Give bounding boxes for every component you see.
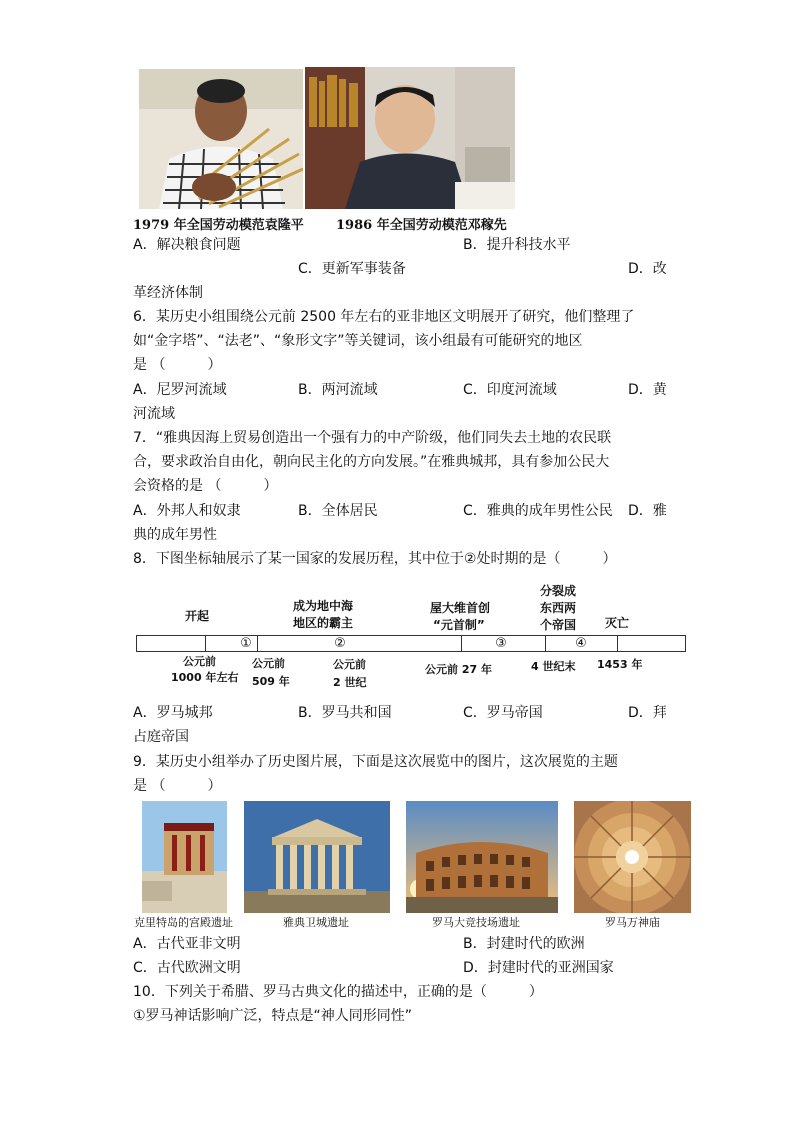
q8-option-d-part2: 占庭帝国 bbox=[133, 729, 189, 745]
q8-option-c: C．罗马帝国 bbox=[463, 705, 543, 721]
photo-deng-jiaxian bbox=[305, 67, 515, 209]
timeline-date-1-line1: 公元前 bbox=[183, 655, 216, 668]
timeline-axis bbox=[136, 635, 686, 652]
caption-deng-jiaxian: 1986 年全国劳动模范邓稼先 bbox=[336, 218, 507, 233]
q10-stem-line1: 10．下列关于希腊、罗马古典文化的描述中，正确的是（ ） bbox=[133, 984, 543, 1000]
photo-pantheon bbox=[574, 801, 691, 913]
timeline-date-3-line2: 2 世纪 bbox=[333, 676, 367, 689]
timeline-date-2-line2: 509 年 bbox=[252, 675, 290, 688]
timeline-label-mieshou: 灭亡 bbox=[605, 616, 630, 630]
q5-option-b: B．提升科技水平 bbox=[463, 237, 571, 253]
q9-option-b: B．封建时代的欧洲 bbox=[463, 936, 585, 952]
caption-knossos: 克里特岛的宫殿遗址 bbox=[134, 916, 233, 929]
q6-option-b: B．两河流域 bbox=[298, 382, 378, 398]
q8-option-b: B．罗马共和国 bbox=[298, 705, 392, 721]
q8-option-a: A．罗马城邦 bbox=[133, 705, 213, 721]
q6-option-d-part2: 河流域 bbox=[133, 406, 175, 422]
q5-option-d-part2: 革经济体制 bbox=[133, 285, 203, 301]
q6-stem-line1: 6．某历史小组围绕公元前 2500 年左右的亚非地区文明展开了研究，他们整理了 bbox=[133, 309, 635, 325]
timeline-label-yuanshou-2: “元首制” bbox=[433, 618, 485, 632]
photo-yuan-longping bbox=[139, 69, 303, 209]
timeline-label-bazhu-2: 地区的霸主 bbox=[293, 616, 354, 630]
q9-stem-line2: 是 （ ） bbox=[133, 778, 222, 794]
q6-option-d-part1: D．黄 bbox=[628, 382, 667, 398]
timeline-tick-3 bbox=[461, 636, 462, 651]
timeline-label-fenlie-2: 东西两 bbox=[540, 601, 577, 615]
photo-acropolis bbox=[244, 801, 390, 913]
timeline-period-4: ④ bbox=[575, 636, 587, 651]
q6-stem-line3: 是 （ ） bbox=[133, 357, 222, 373]
timeline-tick-5 bbox=[617, 636, 618, 651]
q9-stem-line1: 9．某历史小组举办了历史图片展，下面是这次展览中的图片，这次展览的主题 bbox=[133, 754, 618, 770]
timeline-tick-4 bbox=[545, 636, 546, 651]
q7-stem-line3: 会资格的是 （ ） bbox=[133, 478, 278, 494]
q8-option-d-part1: D．拜 bbox=[628, 705, 667, 721]
q10-statement-1: ①罗马神话影响广泛，特点是“神人同形同性” bbox=[133, 1008, 413, 1024]
caption-colosseum: 罗马大竞技场遗址 bbox=[432, 916, 520, 929]
timeline-label-bazhu-1: 成为地中海 bbox=[293, 599, 354, 613]
photo-knossos-palace bbox=[142, 801, 227, 913]
timeline-date-4: 公元前 27 年 bbox=[425, 663, 492, 676]
timeline-period-2: ② bbox=[334, 636, 346, 651]
q5-option-c: C．更新军事装备 bbox=[298, 261, 406, 277]
caption-pantheon: 罗马万神庙 bbox=[605, 916, 660, 929]
timeline-date-5: 4 世纪末 bbox=[531, 660, 576, 673]
q7-option-d-part1: D．雅 bbox=[628, 503, 667, 519]
timeline-label-yuanshou-1: 屋大维首创 bbox=[430, 601, 491, 615]
timeline-label-kaiqi: 开起 bbox=[185, 609, 210, 623]
q7-option-c: C．雅典的成年男性公民 bbox=[463, 503, 613, 519]
timeline-tick-1 bbox=[205, 636, 206, 651]
timeline-period-3: ③ bbox=[495, 636, 507, 651]
q6-option-a: A．尼罗河流域 bbox=[133, 382, 227, 398]
q9-option-d: D．封建时代的亚洲国家 bbox=[463, 960, 614, 976]
timeline-tick-2 bbox=[257, 636, 258, 651]
caption-acropolis: 雅典卫城遗址 bbox=[283, 916, 349, 929]
q7-option-d-part2: 典的成年男性 bbox=[133, 527, 217, 543]
q7-option-a: A．外邦人和奴隶 bbox=[133, 503, 241, 519]
q7-stem-line2: 合，要求政治自由化，朝向民主化的方向发展。”在雅典城邦，具有参加公民大 bbox=[133, 454, 610, 470]
q7-stem-line1: 7．“雅典因海上贸易创造出一个强有力的中产阶级，他们同失去土地的农民联 bbox=[133, 430, 612, 446]
q6-stem-line2: 如“金字塔”、“法老”、“象形文字”等关键词，该小组最有可能研究的地区 bbox=[133, 333, 583, 349]
timeline-period-1: ① bbox=[240, 636, 252, 651]
q5-option-a: A．解决粮食问题 bbox=[133, 237, 241, 253]
timeline-label-fenlie-1: 分裂成 bbox=[540, 584, 577, 598]
caption-yuan-longping: 1979 年全国劳动模范袁隆平 bbox=[133, 218, 304, 233]
q6-option-c: C．印度河流域 bbox=[463, 382, 557, 398]
q5-option-d-part1: D．改 bbox=[628, 261, 667, 277]
q9-option-a: A．古代亚非文明 bbox=[133, 936, 241, 952]
q7-option-b: B．全体居民 bbox=[298, 503, 378, 519]
timeline-label-fenlie-3: 个帝国 bbox=[540, 618, 577, 632]
timeline-date-3-line1: 公元前 bbox=[333, 658, 366, 671]
q8-stem-line1: 8．下图坐标轴展示了某一国家的发展历程，其中位于②处时期的是（ ） bbox=[133, 551, 617, 567]
photo-colosseum bbox=[406, 801, 558, 913]
q9-option-c: C．古代欧洲文明 bbox=[133, 960, 241, 976]
timeline-date-6: 1453 年 bbox=[597, 658, 643, 671]
timeline-date-2-line1: 公元前 bbox=[252, 657, 285, 670]
timeline-date-1-line2: 1000 年左右 bbox=[171, 671, 239, 684]
